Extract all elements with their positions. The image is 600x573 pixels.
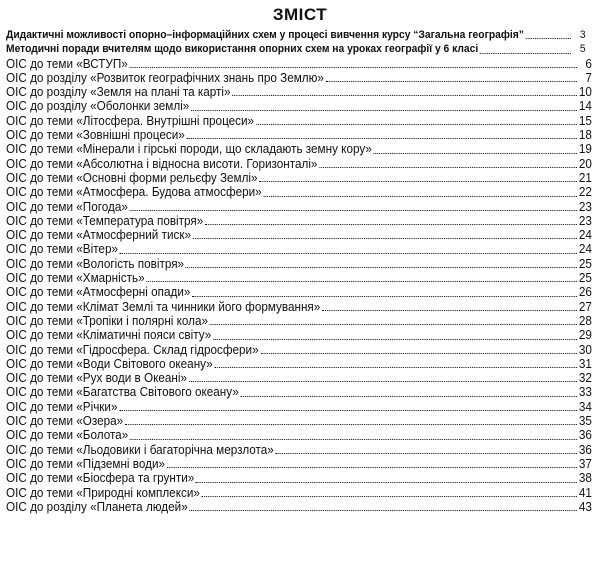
toc-entry-text: ОІС до теми «Підземні води» [6,456,166,471]
toc-entry-page: 32 [578,371,592,386]
toc-entry-page: 7 [585,70,592,85]
toc-entry-text: ОІС до теми «Хмарність» [6,271,145,286]
toc-entry-text: ОІС до теми «Рух води в Океані» [6,371,188,386]
dot-leader [190,506,577,511]
toc-entry-text: ОІС до теми «Біосфера та грунти» [6,471,195,486]
toc-entry-page: 36 [578,428,592,443]
dot-leader [326,77,577,82]
toc-entry[interactable] [6,471,592,485]
toc-entry-page: 30 [578,342,592,357]
toc-entry-text: ОІС до теми «Гідросфера. Склад гідросфери» [6,342,259,357]
toc-entry-text: ОІС до розділу «Земля на плані та карті» [6,85,231,100]
dot-leader [264,192,577,197]
dot-leader [192,292,577,297]
toc-entry-page: 27 [578,299,592,314]
toc-entry[interactable] [6,42,586,56]
dot-leader [260,349,577,354]
toc-entry[interactable] [6,428,592,442]
dot-leader [130,435,577,440]
toc-entry[interactable] [6,328,592,342]
toc-entry-text: ОІС до теми «Клімат Землі та чинники його формування» [6,299,321,314]
toc-entry-page: 31 [578,356,592,371]
toc-entry[interactable] [6,185,592,199]
toc-entry[interactable] [6,142,592,156]
toc-entry-page: 10 [578,85,592,100]
toc-entry-text: ОІС до теми «Зовнішні процеси» [6,128,185,143]
dot-leader [215,363,577,368]
toc-entry-page: 29 [578,328,592,343]
toc-entry-page: 6 [585,56,592,71]
toc-entry-text: ОІС до теми «Основні форми рельєфу Землі» [6,170,258,185]
toc-entry[interactable] [6,85,592,99]
dot-leader [259,177,577,182]
toc-entry[interactable] [6,271,592,285]
toc-entry[interactable] [6,285,592,299]
toc-entry-text: ОІС до теми «Болота» [6,428,129,443]
dot-leader [146,277,577,282]
toc-entry-text: ОІС до теми «Тропіки і полярні кола» [6,313,209,328]
dot-leader [232,91,577,96]
toc-entry-page: 43 [578,499,592,514]
toc-entry[interactable] [6,171,592,185]
toc-entry-text: ОІС до розділу «Розвиток географічних знань про Землю» [6,70,324,85]
toc-entry-page: 23 [578,199,592,214]
toc-entry[interactable] [6,99,592,113]
toc-entry[interactable] [6,400,592,414]
toc-entry-text: ОІС до теми «Кліматичні пояси світу» [6,328,212,343]
dot-leader [374,149,577,154]
toc-entry-page: 26 [578,285,592,300]
page-title: ЗМІСТ [272,5,328,24]
toc-entry-text: ОІС до теми «ВСТУП» [6,56,128,71]
toc-entry-text: ОІС до теми «Води Світового океану» [6,356,213,371]
toc-entry-text: ОІС до теми «Атмосферний тиск» [6,228,192,243]
toc-entry-page: 37 [578,456,592,471]
toc-entry-page: 5 [579,43,586,56]
toc-entry[interactable] [6,300,592,314]
dot-leader [241,392,577,397]
toc-entry-page: 18 [578,128,592,143]
toc-entry[interactable] [6,242,592,256]
dot-leader [130,206,577,211]
dot-leader [319,163,577,168]
toc-entry-text: ОІС до теми «Абсолютна і відносна висоти. Горизонталі» [6,156,318,171]
dot-leader [119,406,577,411]
dot-leader [187,134,577,139]
toc-entry[interactable] [6,371,592,385]
toc-entry-text: ОІС до теми «Багатства Світового океану» [6,385,239,400]
toc-entry[interactable] [6,385,592,399]
toc-entry-page: 15 [578,113,592,128]
dot-leader [189,377,577,382]
toc-entry-text: ОІС до теми «Мінерали і гірські породи, що складають земну кору» [6,142,372,157]
toc-entry-page: 22 [578,185,592,200]
toc-entry-page: 35 [578,414,592,429]
toc-entry[interactable] [6,128,592,142]
toc-entry-text: ОІС до теми «Річки» [6,399,118,414]
toc-entry[interactable] [6,228,592,242]
toc-entry-page: 33 [578,385,592,400]
toc-entry-page: 28 [578,313,592,328]
toc-entry[interactable] [6,457,592,471]
dot-leader [526,34,571,39]
toc-entry-text: ОІС до розділу «Оболонки землі» [6,99,190,114]
toc-entry[interactable] [6,343,592,357]
toc-entry[interactable] [6,57,592,71]
toc-list [6,28,594,514]
toc-entry-text: ОІС до теми «Атмосфера. Будова атмосфери» [6,185,262,200]
toc-entry-page: 24 [578,228,592,243]
toc-entry[interactable] [6,443,592,457]
toc-entry-page: 34 [578,399,592,414]
toc-entry-page: 38 [578,471,592,486]
toc-entry-page: 23 [578,213,592,228]
toc-entry-text: ОІС до теми «Льодовики і багаторічна мерзлота» [6,442,274,457]
toc-entry[interactable] [6,71,592,85]
toc-entry-text: ОІС до розділу «Планета людей» [6,499,188,514]
toc-entry-page: 14 [578,99,592,114]
dot-leader [480,49,571,54]
dot-leader [205,220,577,225]
toc-entry-text: ОІС до теми «Літосфера. Внутрішні процеси» [6,113,255,128]
toc-entry-text: ОІС до теми «Температура повітря» [6,213,204,228]
dot-leader [130,63,577,68]
toc-entry-page: 41 [578,485,592,500]
dot-leader [196,478,577,483]
toc-entry-text: ОІС до теми «Вологість повітря» [6,256,185,271]
toc-entry-text: ОІС до теми «Погода» [6,199,128,214]
dot-leader [210,320,577,325]
toc-entry[interactable] [6,500,592,514]
toc-entry-page: 20 [578,156,592,171]
toc-entry[interactable] [6,114,592,128]
dot-leader [167,463,577,468]
toc-entry[interactable] [6,200,592,214]
toc-entry-page: 21 [578,170,592,185]
toc-entry[interactable] [6,414,592,428]
toc-entry-text: Методичні поради вчителям щодо використання опорних схем на уроках географії у 6 класі [6,43,479,56]
toc-entry[interactable] [6,314,592,328]
dot-leader [213,335,577,340]
toc-entry[interactable] [6,486,592,500]
dot-leader [120,249,577,254]
dot-leader [256,120,577,125]
toc-entry-text: ОІС до теми «Атмосферні опади» [6,285,191,300]
dot-leader [193,234,577,239]
toc-entry-page: 3 [579,29,586,41]
dot-leader [276,449,577,454]
dot-leader [322,306,577,311]
toc-entry[interactable] [6,357,592,371]
toc-entry[interactable] [6,157,592,171]
toc-entry[interactable] [6,257,592,271]
dot-leader [191,106,577,111]
toc-entry[interactable] [6,28,586,42]
toc-entry-page: 25 [578,256,592,271]
dot-leader [125,420,577,425]
toc-entry[interactable] [6,214,592,228]
toc-entry-text: Дидактичні можливості опорно–інформаційних схем у процесі вивчення курсу “Загальна географія” [6,29,524,41]
toc-entry-page: 36 [578,442,592,457]
toc-entry-text: ОІС до теми «Озера» [6,414,124,429]
toc-entry-text: ОІС до теми «Природні комплекси» [6,485,200,500]
toc-entry-text: ОІС до теми «Вітер» [6,242,118,257]
toc-entry-page: 19 [578,142,592,157]
dot-leader [202,492,577,497]
toc-entry-page: 25 [578,271,592,286]
dot-leader [186,263,577,268]
toc-entry-page: 24 [578,242,592,257]
